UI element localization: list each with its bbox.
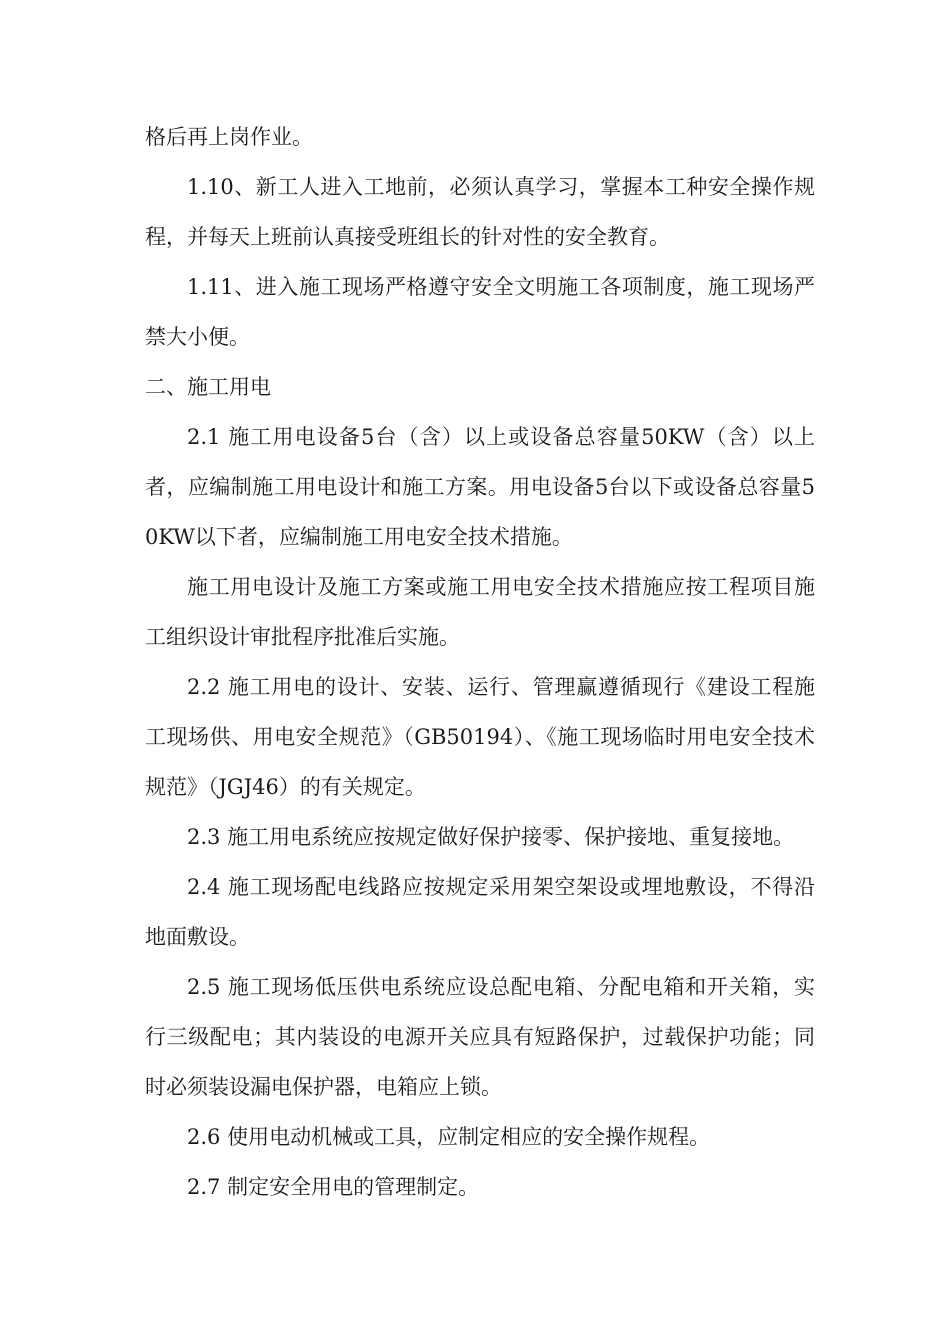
paragraph-continuation: 格后再上岗作业。 xyxy=(145,125,313,149)
paragraph-2-1: 2.1 施工用电设备5台（含）以上或设备总容量50KW（含）以上者，应编制施工用电设计和施工方案。用电设备5台以下或设备总容量50KW以下者，应编制施工用电安全技术措施。 xyxy=(145,425,815,549)
paragraph-2-3: 2.3 施工用电系统应按规定做好保护接零、保护接地、重复接地。 xyxy=(187,825,795,849)
section-heading-2: 二、施工用电 xyxy=(145,375,271,399)
paragraph-2-5: 2.5 施工现场低压供电系统应设总配电箱、分配电箱和开关箱，实行三级配电；其内装设的电源开关应具有短路保护，过载保护功能；同时必须装设漏电保护器，电箱应上锁。 xyxy=(145,975,815,1099)
document-body xyxy=(145,112,815,1212)
paragraph-2-6: 2.6 使用电动机械或工具，应制定相应的安全操作规程。 xyxy=(187,1125,711,1149)
paragraph-1-11: 1.11、进入施工现场严格遵守安全文明施工各项制度，施工现场严禁大小便。 xyxy=(145,275,815,349)
paragraph-2-7: 2.7 制定安全用电的管理制定。 xyxy=(187,1175,480,1199)
paragraph-2-1-note: 施工用电设计及施工方案或施工用电安全技术措施应按工程项目施工组织设计审批程序批准后实施。 xyxy=(145,575,815,649)
paragraph-1-10: 1.10、新工人进入工地前，必须认真学习，掌握本工种安全操作规程，并每天上班前认真接受班组长的针对性的安全教育。 xyxy=(145,175,815,249)
paragraph-2-4: 2.4 施工现场配电线路应按规定采用架空架设或埋地敷设，不得沿地面敷设。 xyxy=(145,875,815,949)
paragraph-2-2: 2.2 施工用电的设计、安装、运行、管理赢遵循现行《建设工程施工现场供、用电安全规范》（GB50194）、《施工现场临时用电安全技术规范》（JGJ46）的有关规定。 xyxy=(145,675,815,799)
